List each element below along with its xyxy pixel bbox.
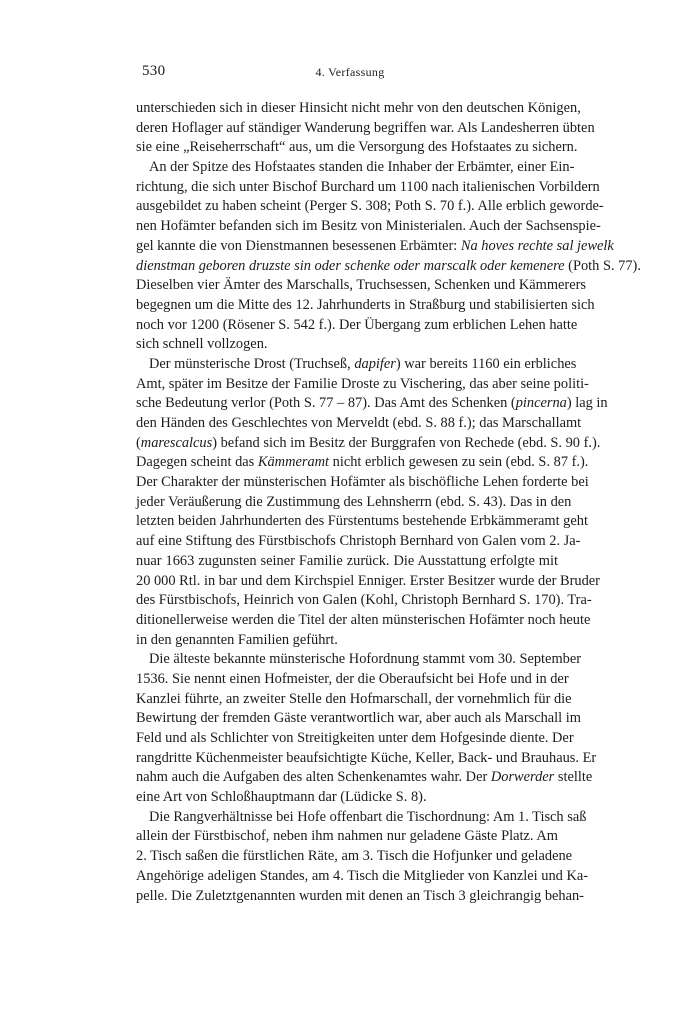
- text-segment: noch vor 1200 (Rösener S. 542 f.). Der Übergang zum erblichen Lehen hatte: [136, 316, 578, 333]
- text-segment: den Händen des Geschlechtes von Merveldt (ebd. S. 88 f.); das Marschallamt: [136, 415, 582, 431]
- text-line: [136, 847, 573, 867]
- text-line: [136, 827, 558, 847]
- text-segment: An der Spitze des Hofstaates standen die Inhaber der Erbämter, einer Ein-: [149, 159, 575, 176]
- text-segment: sie eine „Reiseherrschaft“ aus, um die Versorgung des Hofstaates zu sichern.: [136, 139, 578, 156]
- text-segment: Dagegen scheint das: [136, 454, 258, 471]
- text-segment: Angehörige adeligen Standes, am 4. Tisch die Mitglieder von Kanzlei und Ka-: [136, 867, 589, 884]
- text-segment: jeder Veräußerung die Zustimmung des Lehnsherrn (ebd. S. 43). Das in den: [136, 493, 572, 510]
- text-segment: nahm auch die Aufgaben des alten Schenkenamtes wahr. Der: [136, 769, 491, 786]
- text-line: [136, 887, 584, 907]
- text-segment: allein der Fürstbischof, neben ihm nahmen nur geladene Gäste Platz. Am: [136, 828, 558, 845]
- text-segment: Die älteste bekannte münsterische Hofordnung stammt vom 30. September: [149, 651, 582, 668]
- text-segment: 2. Tisch saßen die fürstlichen Räte, am 3. Tisch die Hofjunker und geladene: [136, 848, 573, 865]
- text-line: [136, 414, 582, 434]
- text-line: [136, 316, 578, 336]
- paragraph-first-line: [136, 650, 582, 670]
- text-segment: in den genannten Familien geführt.: [136, 631, 338, 648]
- running-title: 4. Verfassung: [315, 65, 385, 79]
- text-segment: begegnen um die Mitte des 12. Jahrhunderts in Straßburg und stabilisierten sich: [136, 296, 595, 313]
- text-line: [136, 670, 569, 690]
- text-segment: letzten beiden Jahrhunderten des Fürstentums bestehende Erbkämmeramt geht: [136, 513, 588, 530]
- text-segment: ) war bereits 1160 ein erbliches: [395, 355, 577, 372]
- text-line: [136, 237, 614, 257]
- italic-text: Kämmeramt: [257, 454, 330, 471]
- text-segment: ausgebildet zu haben scheint (Perger S. 308; Poth S. 70 f.). Alle erblich geworde-: [136, 198, 604, 215]
- text-segment: auf eine Stiftung des Fürstbischofs Christoph Bernhard von Galen vom 2. Ja-: [136, 533, 581, 550]
- text-segment: (Poth S. 77).: [564, 257, 641, 274]
- text-line: [136, 99, 581, 119]
- text-line: [136, 572, 600, 592]
- text-segment: 20 000 Rtl. in bar und dem Kirchspiel Enniger. Erster Besitzer wurde der Bruder: [136, 572, 600, 589]
- text-line: [136, 257, 641, 277]
- paragraph-first-line: [136, 808, 587, 828]
- text-line: [136, 631, 558, 651]
- text-line: [136, 867, 589, 887]
- text-line: [136, 296, 595, 316]
- text-line: [136, 611, 591, 631]
- text-line: [136, 335, 558, 355]
- text-segment: ) befand sich im Besitz der Burggrafen von Rechede (ebd. S. 90 f.).: [212, 434, 601, 451]
- text-line: [136, 276, 587, 296]
- italic-text: marescalcus: [140, 434, 213, 451]
- italic-text: pincerna: [515, 395, 567, 412]
- italic-text: Dorwerder: [490, 769, 555, 786]
- paragraph-first-line: [136, 355, 577, 375]
- text-line: [136, 591, 592, 611]
- text-line: [136, 512, 588, 532]
- text-segment: deren Hoflager auf ständiger Wanderung begriffen war. Als Landesherren übten: [136, 119, 595, 136]
- text-segment: sich schnell vollzogen.: [136, 336, 268, 353]
- text-line: [136, 493, 572, 513]
- text-segment: des Fürstbischofs, Heinrich von Galen (Kohl, Christoph Bernhard S. 170). Tra-: [136, 592, 592, 609]
- text-line: [136, 552, 558, 572]
- text-segment: rangdritte Küchenmeister beaufsichtigte Küche, Keller, Back- und Brauhaus. Er: [136, 749, 597, 766]
- text-segment: ditionellerweise werden die Titel der alten münsterischen Hofämter noch heute: [136, 611, 591, 628]
- text-segment: nen Hofämter befanden sich im Besitz von Ministerialen. Auch der Sachsenspie-: [136, 218, 601, 235]
- text-line: [136, 690, 572, 710]
- text-line: [136, 709, 581, 729]
- text-line: [136, 749, 597, 769]
- running-head: [142, 63, 558, 83]
- text-line: [136, 138, 578, 158]
- text-segment: pelle. Die Zuletztgenannten wurden mit denen an Tisch 3 gleichrangig behan-: [136, 887, 584, 904]
- text-line: [136, 788, 558, 808]
- text-segment: richtung, die sich unter Bischof Burchard um 1100 nach italienischen Vorbildern: [136, 178, 600, 195]
- text-segment: Amt, später im Besitze der Familie Droste zu Vischering, das aber seine politi-: [136, 375, 589, 392]
- text-segment: Bewirtung der fremden Gäste verantwortlich war, aber auch als Marschall im: [136, 710, 581, 727]
- text-segment: unterschieden sich in dieser Hinsicht nicht mehr von den deutschen Königen,: [136, 100, 581, 116]
- text-segment: sche Bedeutung verlor (Poth S. 77 – 87). Das Amt des Schenken (: [136, 395, 516, 412]
- text-segment: Dieselben vier Ämter des Marschalls, Truchsessen, Schenken und Kämmerers: [136, 277, 587, 294]
- text-segment: Der Charakter der münsterischen Hofämter als bischöfliche Lehen forderte bei: [136, 474, 589, 491]
- text-line: [136, 178, 600, 198]
- text-line: [136, 532, 581, 552]
- text-segment: Feld und als Schlichter von Streitigkeiten unter dem Hofgesinde diente. Der: [136, 730, 574, 746]
- text-line: [136, 729, 574, 749]
- text-segment: gel kannte die von Dienstmannen besessenen Erbämter:: [136, 237, 461, 254]
- text-segment: eine Art von Schloßhauptmann dar (Lüdicke S. 8).: [136, 789, 427, 806]
- page-number: 530: [142, 63, 166, 79]
- text-line: [136, 217, 601, 237]
- text-line: [136, 394, 608, 414]
- text-segment: ) lag in: [566, 395, 608, 412]
- text-segment: Die Rangverhältnisse bei Hofe offenbart die Tischordnung: Am 1. Tisch saß: [149, 808, 587, 825]
- text-line: [136, 434, 601, 454]
- text-segment: nuar 1663 zugunsten seiner Familie zurück. Die Ausstattung erfolgte mit: [136, 552, 558, 569]
- text-segment: stellte: [554, 769, 593, 786]
- text-line: [136, 768, 593, 788]
- text-line: [136, 375, 589, 395]
- text-segment: 1536. Sie nennt einen Hofmeister, der die Oberaufsicht bei Hofe und in der: [136, 670, 569, 687]
- paragraph-first-line: [136, 158, 575, 178]
- text-segment: Der münsterische Drost (Truchseß,: [149, 355, 355, 372]
- text-segment: Kanzlei führte, an zweiter Stelle den Hofmarschall, der vornehmlich für die: [136, 690, 572, 707]
- text-line: [136, 473, 589, 493]
- text-line: [136, 119, 595, 139]
- text-line: [136, 197, 604, 217]
- text-line: [136, 453, 589, 473]
- text-segment: nicht erblich gewesen zu sein (ebd. S. 87 f.).: [329, 454, 589, 471]
- body-text: [136, 99, 641, 906]
- text-segment: (: [136, 434, 141, 451]
- italic-text: dienstman geboren druzste sin oder schenke oder marscalk oder kemenere: [136, 257, 565, 274]
- italic-text: dapifer: [354, 355, 396, 372]
- italic-text: Na hoves rechte sal jewelk: [460, 237, 614, 254]
